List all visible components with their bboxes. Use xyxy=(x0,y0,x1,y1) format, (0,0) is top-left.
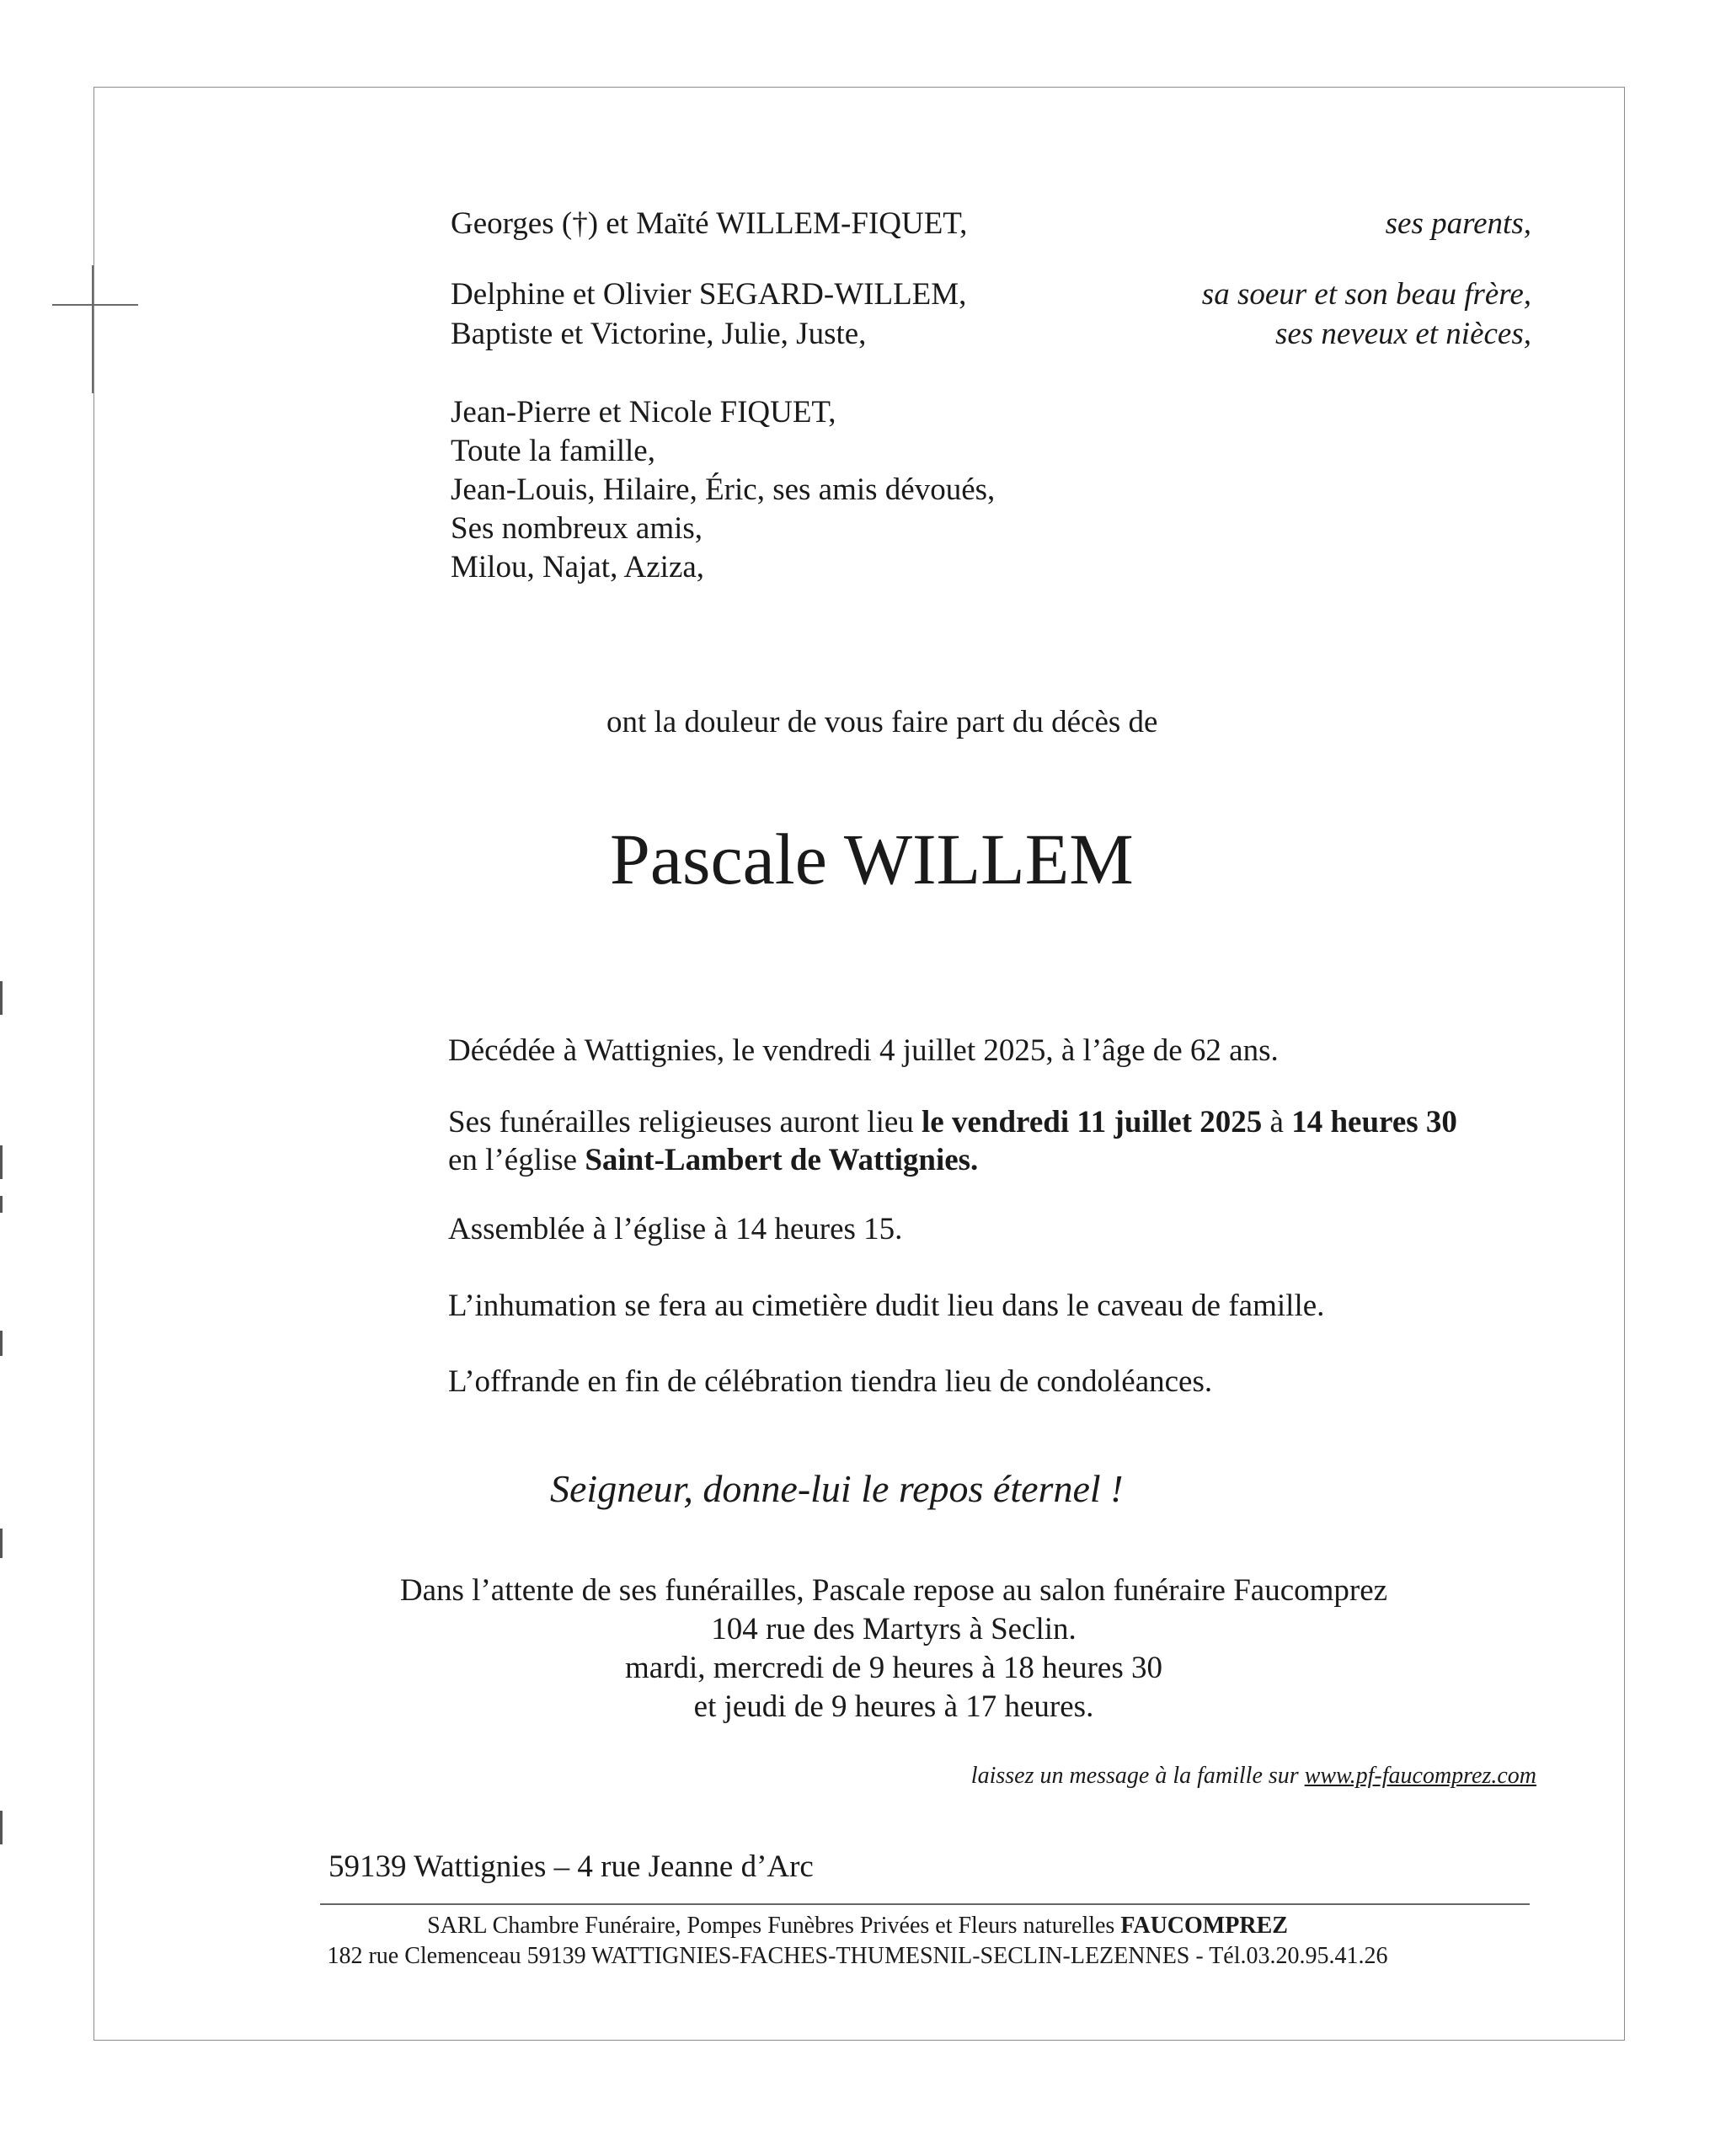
footer-company: SARL Chambre Funéraire, Pompes Funèbres Privées et Fleurs naturelles xyxy=(427,1913,1121,1939)
funeral-prefix: Ses funérailles religieuses auront lieu xyxy=(448,1105,922,1139)
scan-margin-mark xyxy=(0,1811,3,1844)
family-line-nephews: Baptiste et Victorine, Julie, Juste, xyxy=(451,317,867,351)
burial-line: L’inhumation se fera au cimetière dudit lieu dans le caveau de famille. xyxy=(448,1289,1325,1323)
message-line xyxy=(971,1762,1536,1790)
relation-sister: sa soeur et son beau frère, xyxy=(1201,277,1531,312)
death-line: Décédée à Wattignies, le vendredi 4 juillet 2025, à l’âge de 62 ans. xyxy=(448,1033,1279,1068)
relation-parents: ses parents, xyxy=(1385,206,1531,241)
repose-line-3: mardi, mercredi de 9 heures à 18 heures 30 xyxy=(625,1651,1162,1685)
scan-margin-mark xyxy=(0,1331,3,1356)
message-prefix: laissez un message à la famille sur xyxy=(970,1763,1305,1789)
family-address: 59139 Wattignies – 4 rue Jeanne d’Arc xyxy=(329,1849,814,1884)
deceased-name: Pascale WILLEM xyxy=(610,819,1134,899)
family-line-uncle: Jean-Pierre et Nicole FIQUET, xyxy=(451,395,836,430)
cross-symbol-horizontal xyxy=(52,304,138,306)
family-line-parents: Georges (†) et Maïté WILLEM-FIQUET, xyxy=(451,206,968,241)
family-line-close: Milou, Najat, Aziza, xyxy=(451,550,705,584)
family-line-sister: Delphine et Olivier SEGARD-WILLEM, xyxy=(451,277,967,312)
scan-margin-mark xyxy=(0,1196,3,1213)
funeral-hour: 14 heures 30 xyxy=(1291,1105,1457,1139)
offering-line: L’offrande en fin de célébration tiendra lieu de condoléances. xyxy=(448,1364,1213,1399)
family-line-whole-family: Toute la famille, xyxy=(451,434,655,468)
funeral-a: à xyxy=(1262,1105,1292,1139)
family-line-friends: Ses nombreux amis, xyxy=(451,511,703,546)
funeral-date: le vendredi 11 juillet 2025 xyxy=(922,1105,1263,1139)
footer-line-2: 182 rue Clemenceau 59139 WATTIGNIES-FACHES-THUMESNIL-SECLIN-LEZENNES - Tél.03.20.95.41.26 xyxy=(327,1943,1388,1969)
funeral-line xyxy=(448,1104,1457,1141)
church-line xyxy=(448,1142,978,1179)
footer-divider xyxy=(320,1903,1530,1905)
footer-brand: FAUCOMPREZ xyxy=(1120,1913,1288,1939)
footer-line-1 xyxy=(0,1912,1715,1940)
assembly-line: Assemblée à l’église à 14 heures 15. xyxy=(448,1212,903,1246)
church-name: Saint-Lambert de Wattignies. xyxy=(585,1143,979,1177)
scan-margin-mark xyxy=(0,981,3,1015)
announcement-text: ont la douleur de vous faire part du décès de xyxy=(606,705,1158,739)
repose-line-4: et jeudi de 9 heures à 17 heures. xyxy=(693,1689,1094,1724)
scan-margin-mark xyxy=(0,1145,3,1179)
cross-symbol-vertical xyxy=(92,265,93,393)
prayer-text: Seigneur, donne-lui le repos éternel ! xyxy=(550,1467,1124,1510)
repose-line-1: Dans l’attente de ses funérailles, Pascale repose au salon funéraire Faucomprez xyxy=(399,1573,1388,1608)
family-line-friends-devoted: Jean-Louis, Hilaire, Éric, ses amis dévoués, xyxy=(451,472,996,507)
repose-line-2: 104 rue des Martyrs à Seclin. xyxy=(711,1612,1077,1646)
website-link[interactable]: www.pf-faucomprez.com xyxy=(1304,1763,1536,1789)
church-prefix: en l’église xyxy=(448,1143,585,1177)
relation-nephews: ses neveux et nièces, xyxy=(1274,317,1531,351)
scan-margin-mark xyxy=(0,1529,3,1558)
